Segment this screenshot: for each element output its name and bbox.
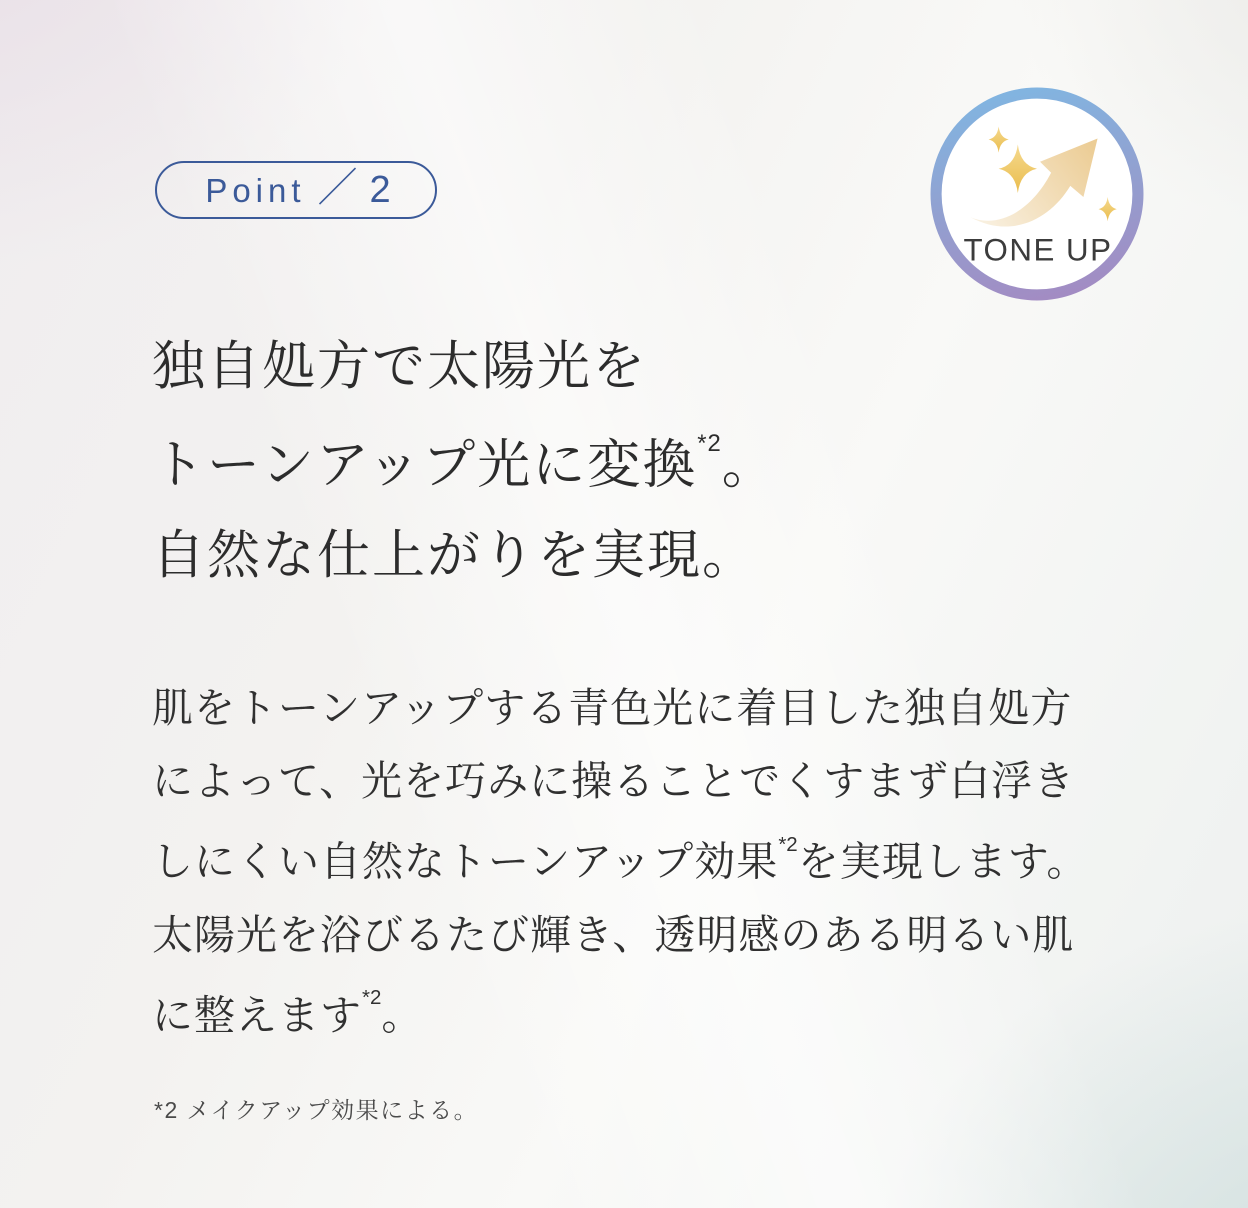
tone-up-label: TONE UP [963,232,1113,268]
body-copy [152,672,1088,1052]
body-line-2 [152,745,1088,818]
body-line-3 [152,818,1088,899]
body-line-5 [152,972,1088,1053]
headline-line-2 [152,412,777,511]
headline-text: 自然な仕上がりを実現。 [152,525,757,585]
slash-separator-icon: ／ [317,166,358,210]
headline-line-3 [152,511,777,601]
body-text: 。 [381,992,424,1039]
footnote: *2 メイクアップ効果による。 [154,1097,479,1123]
headline-text: トーンアップ光に変換 [152,435,698,495]
body-line-4 [152,899,1088,972]
point-number-badge [155,161,437,219]
body-text: しにくい自然なトーンアップ効果 [152,838,779,885]
headline-text: 独自処方で太陽光を [152,337,647,396]
body-text: によって、光を巧みに操ることでくすまず白浮き [152,758,1076,804]
point-badge-number: 2 [369,169,391,211]
point-badge-label: Point [205,171,306,209]
headline-line-1 [152,322,777,412]
footnote-marker: *2 [362,986,382,1010]
body-text: を実現します。 [797,838,1089,885]
body-text: 肌をトーンアップする青色光に着目した独自処方 [152,685,1073,731]
footnote-marker: *2 [778,832,798,856]
body-text: 太陽光を浴びるたび輝き、透明感のある明るい肌 [152,911,1075,958]
sparkle-arrow-icon [930,87,1144,301]
body-line-1 [152,672,1088,745]
body-text: に整えます [152,992,362,1039]
tone-up-badge [930,87,1144,301]
footnote-marker: *2 [697,429,722,457]
headline [152,322,777,601]
headline-text: 。 [721,435,777,495]
